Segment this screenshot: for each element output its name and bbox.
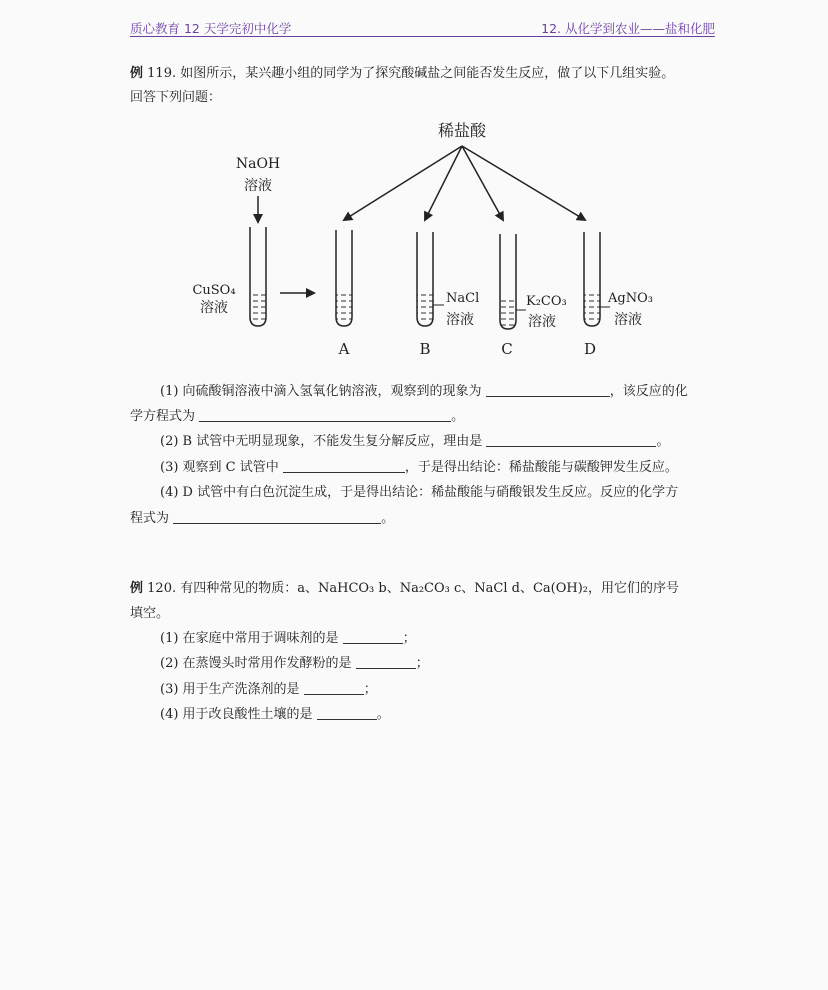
answer-blank bbox=[356, 654, 416, 669]
ex119-intro-line2: 回答下列问题： bbox=[130, 90, 222, 105]
ex119-q4-line2: 程式为 。 bbox=[130, 511, 395, 526]
ex120-q4: (4) 用于改良酸性土壤的是 。 bbox=[160, 707, 390, 722]
tube-b-label: B bbox=[419, 340, 431, 358]
cuso4-tube bbox=[250, 227, 266, 326]
tube-a bbox=[336, 230, 352, 326]
ex120-label: 例 bbox=[130, 581, 144, 596]
ex119-q1-line2: 学方程式为 。 bbox=[130, 409, 465, 424]
k2co3-solution-label: 溶液 bbox=[528, 314, 556, 330]
tube-d bbox=[584, 232, 610, 326]
cuso4-solution-label: 溶液 bbox=[200, 300, 228, 316]
ex120-intro-line2: 填空。 bbox=[130, 606, 170, 621]
ex119-label: 例 bbox=[130, 66, 144, 81]
ex120-q1: (1) 在家庭中常用于调味剂的是 ； bbox=[160, 631, 416, 646]
answer-blank bbox=[486, 382, 610, 397]
naoh-solution-label: 溶液 bbox=[244, 178, 272, 194]
ex120-q2: (2) 在蒸馒头时常用作发酵粉的是 ； bbox=[160, 656, 429, 671]
answer-blank bbox=[173, 509, 381, 524]
experiment-figure bbox=[180, 112, 670, 362]
ex120-q3: (3) 用于生产洗涤剂的是 ； bbox=[160, 682, 377, 697]
acid-arrows bbox=[344, 146, 585, 220]
header-left: 质心教育 12 天学完初中化学 bbox=[130, 21, 292, 36]
cuso4-label: CuSO₄ bbox=[192, 283, 236, 298]
ex119-intro-line1: 例 119. 如图所示，某兴趣小组的同学为了探究酸碱盐之间能否发生反应，做了以下几组实验。 bbox=[130, 66, 675, 81]
tube-b bbox=[417, 232, 444, 326]
agno3-label: AgNO₃ bbox=[608, 291, 653, 306]
nacl-solution-label: 溶液 bbox=[446, 312, 474, 328]
answer-blank bbox=[199, 407, 451, 422]
answer-blank bbox=[317, 705, 377, 720]
ex119-q2: (2) B 试管中无明显现象，不能发生复分解反应，理由是 。 bbox=[160, 434, 670, 449]
answer-blank bbox=[304, 680, 364, 695]
tube-a-label: A bbox=[338, 340, 350, 358]
answer-blank bbox=[343, 629, 403, 644]
agno3-solution-label: 溶液 bbox=[614, 312, 642, 328]
page-header bbox=[130, 14, 715, 37]
ex119-q4-line1: (4) D 试管中有白色沉淀生成，于是得出结论：稀盐酸能与硝酸银发生反应。反应的化学方 bbox=[160, 485, 679, 500]
ex119-q3: (3) 观察到 C 试管中 ，于是得出结论：稀盐酸能与碳酸钾发生反应。 bbox=[160, 460, 678, 475]
answer-blank bbox=[283, 458, 405, 473]
tube-c bbox=[500, 234, 526, 329]
k2co3-label: K₂CO₃ bbox=[526, 294, 567, 309]
ex120-intro-line1: 例 120. 有四种常见的物质：a、NaHCO₃ b、Na₂CO₃ c、NaCl d、Ca(OH)₂，用它们的序号 bbox=[130, 581, 680, 596]
tube-c-label: C bbox=[501, 340, 513, 358]
acid-label: 稀盐酸 bbox=[437, 121, 487, 140]
ex119-q1-line1: (1) 向硫酸铜溶液中滴入氢氧化钠溶液，观察到的现象为 ，该反应的化 bbox=[160, 384, 688, 399]
naoh-label: NaOH bbox=[235, 156, 281, 172]
tube-d-label: D bbox=[583, 340, 597, 358]
header-right: 12. 从化学到农业——盐和化肥 bbox=[541, 21, 715, 36]
answer-blank bbox=[486, 432, 656, 447]
nacl-label: NaCl bbox=[446, 291, 480, 306]
